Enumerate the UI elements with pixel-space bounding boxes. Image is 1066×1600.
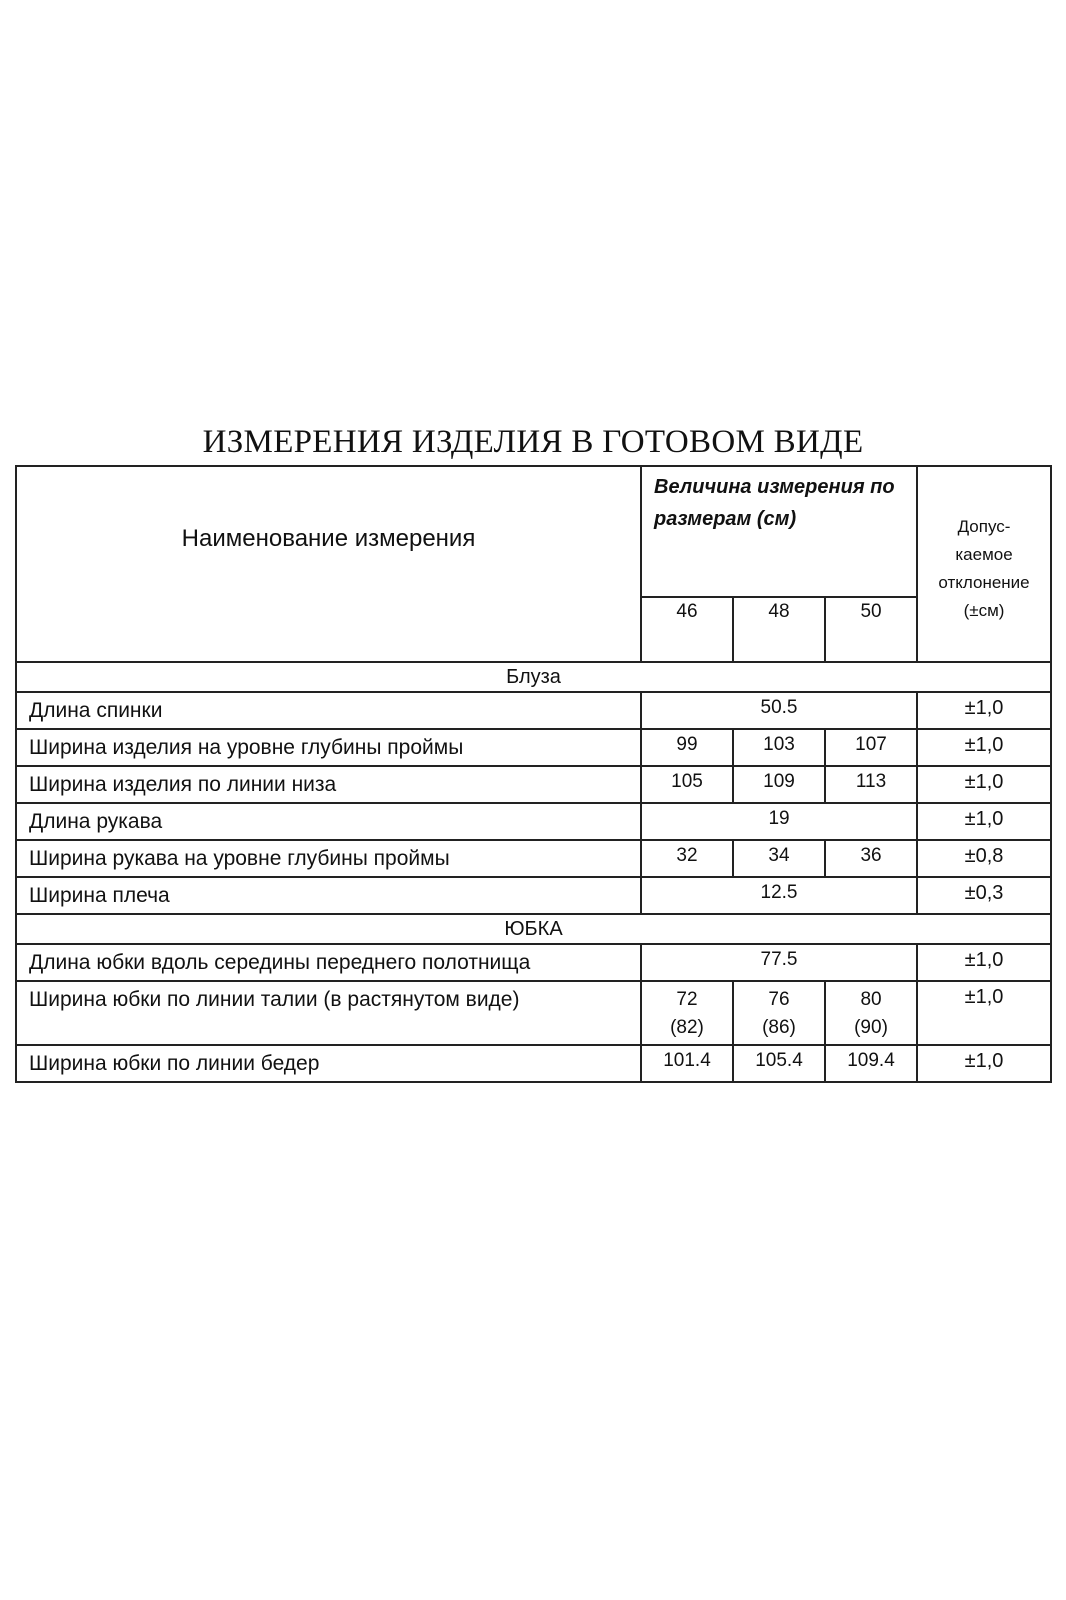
size-50: 50	[825, 597, 917, 662]
size-46: 46	[641, 597, 733, 662]
measurement-value: 109.4	[825, 1045, 917, 1082]
tolerance-value: ±0,8	[917, 840, 1051, 877]
measurement-name: Ширина юбки по линии талии (в растянутом виде)	[16, 981, 641, 1045]
measurement-value: 101.4	[641, 1045, 733, 1082]
value-main: 80	[860, 989, 882, 1010]
tolerance-value: ±1,0	[917, 1045, 1051, 1082]
tolerance-value: ±1,0	[917, 803, 1051, 840]
header-tolerance-line: Допус-	[957, 517, 1011, 536]
measurement-value: 34	[733, 840, 825, 877]
measurement-value: 109	[733, 766, 825, 803]
table-row	[16, 729, 1051, 766]
tolerance-value: ±1,0	[917, 729, 1051, 766]
size-48: 48	[733, 597, 825, 662]
document-title: ИЗМЕРЕНИЯ ИЗДЕЛИЯ В ГОТОВОМ ВИДЕ	[202, 424, 864, 460]
measurement-value: 107	[825, 729, 917, 766]
measurement-value: 19	[641, 803, 917, 840]
measurement-value: 99	[641, 729, 733, 766]
measurement-name: Ширина изделия по линии низа	[16, 766, 641, 803]
measurement-name: Ширина плеча	[16, 877, 641, 914]
measurement-value	[733, 981, 825, 1045]
header-tolerance-line: каемое	[955, 545, 1013, 564]
header-tolerance-line: (±см)	[963, 601, 1005, 620]
measurement-name: Ширина изделия на уровне глубины проймы	[16, 729, 641, 766]
measurement-value: 32	[641, 840, 733, 877]
section-label: Блуза	[16, 662, 1051, 692]
measurement-value: 12.5	[641, 877, 917, 914]
section-row	[16, 914, 1051, 944]
table-row	[16, 692, 1051, 729]
table-row	[16, 1045, 1051, 1082]
measurement-value	[825, 981, 917, 1045]
table-row	[16, 981, 1051, 1045]
header-size-group: Величина измерения по размерам (см)	[641, 466, 917, 597]
value-stretched: (82)	[670, 1017, 704, 1038]
header-tolerance-line: отклонение	[938, 573, 1030, 592]
table-row	[16, 944, 1051, 981]
table-row	[16, 766, 1051, 803]
measurement-value: 77.5	[641, 944, 917, 981]
tolerance-value: ±1,0	[917, 944, 1051, 981]
value-main: 76	[768, 989, 790, 1010]
measurement-name: Длина рукава	[16, 803, 641, 840]
measurement-name: Ширина рукава на уровне глубины проймы	[16, 840, 641, 877]
header-measurement-name: Наименование измерения	[16, 466, 641, 662]
value-main: 72	[676, 989, 698, 1010]
header-tolerance	[917, 466, 1051, 662]
measurement-name: Ширина юбки по линии бедер	[16, 1045, 641, 1082]
measurement-value: 50.5	[641, 692, 917, 729]
measurement-name: Длина юбки вдоль середины переднего полотнища	[16, 944, 641, 981]
tolerance-value: ±1,0	[917, 692, 1051, 729]
measurement-name: Длина спинки	[16, 692, 641, 729]
table-row	[16, 840, 1051, 877]
measurement-value: 103	[733, 729, 825, 766]
section-label: ЮБКА	[16, 914, 1051, 944]
table-row	[16, 877, 1051, 914]
measurement-value: 113	[825, 766, 917, 803]
measurement-value	[641, 981, 733, 1045]
tolerance-value: ±1,0	[917, 981, 1051, 1045]
table-header-row	[16, 466, 1051, 597]
value-stretched: (90)	[854, 1017, 888, 1038]
section-row	[16, 662, 1051, 692]
measurement-value: 105	[641, 766, 733, 803]
value-stretched: (86)	[762, 1017, 796, 1038]
tolerance-value: ±1,0	[917, 766, 1051, 803]
tolerance-value: ±0,3	[917, 877, 1051, 914]
measurement-value: 105.4	[733, 1045, 825, 1082]
table-row	[16, 803, 1051, 840]
measurement-value: 36	[825, 840, 917, 877]
measurement-table	[15, 465, 1052, 1083]
